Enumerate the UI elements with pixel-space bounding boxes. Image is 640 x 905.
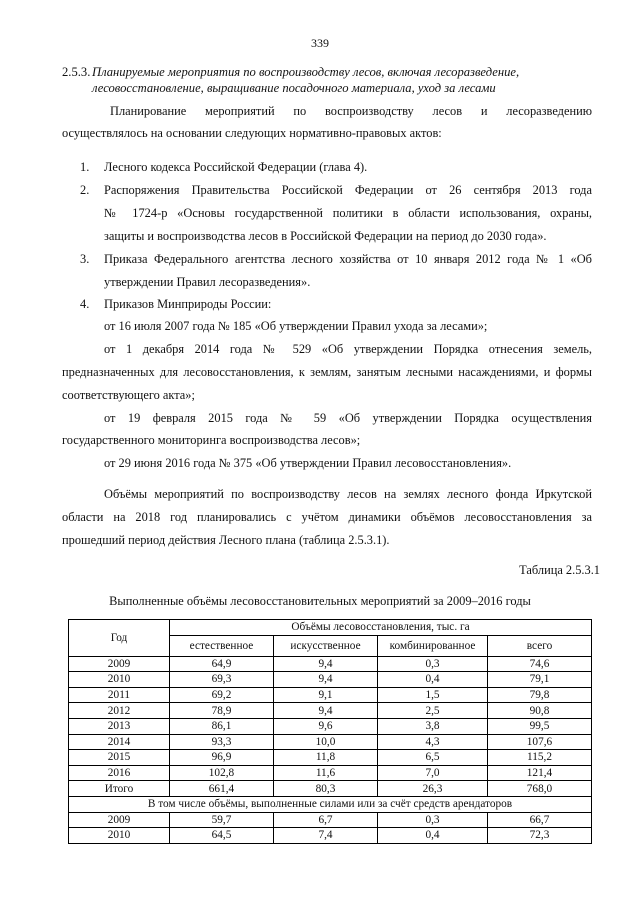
list-number-3: 3. [80,252,90,266]
table-row: 2015 96,9 11,8 6,5 115,2 [69,750,592,766]
section-title-line-1: Планируемые мероприятия по воспроизводству лесов, включая лесоразведение, [92,65,520,79]
list-number-4: 4. [80,297,90,311]
section-number: 2.5.3. [62,65,91,79]
list-item-1: Лесного кодекса Российской Федерации (глава 4). [104,160,368,174]
col-header-artificial: искусственное [274,635,378,656]
summary-line-2: области на 2018 год планировались с учётом динамики объёмов лесовосстановления за [62,510,592,524]
order-1: от 16 июля 2007 года № 185 «Об утверждении Правил ухода за лесами»; [104,319,488,333]
order-4: от 29 июня 2016 года № 375 «Об утверждении Правил лесовосстановления». [104,456,512,470]
list-item-4: Приказов Минприроды России: [104,297,272,311]
table-caption: Таблица 2.5.3.1 [519,563,600,577]
table-row: 2009 59,7 6,7 0,3 66,7 [69,812,592,828]
col-header-total: всего [488,635,592,656]
table-row: 2011 69,2 9,1 1,5 79,8 [69,687,592,703]
list-item-2-line-3: защиты и воспроизводства лесов в Российской Федерации на период до 2030 года». [104,229,547,243]
summary-line-3: прошедший период действия Лесного плана (таблица 2.5.3.1). [62,533,390,547]
list-item-3-line-1: Приказа Федерального агентства лесного хозяйства от 10 января 2012 года № 1 «Об [104,252,592,266]
table-row: 2013 86,1 9,6 3,8 99,5 [69,718,592,734]
group-header: Объёмы лесовосстановления, тыс. га [170,620,592,636]
list-item-2-line-1: Распоряжения Правительства Российской Федерации от 26 сентября 2013 года [104,183,592,197]
table-title: Выполненные объёмы лесовосстановительных мероприятий за 2009–2016 годы [109,594,531,608]
table-row: 2010 64,5 7,4 0,4 72,3 [69,828,592,844]
table-row: 2014 93,3 10,0 4,3 107,6 [69,734,592,750]
order-2-line-2: предназначенных для лесовосстановления, к землям, занятым лесными насаждениями, и формы [62,365,592,379]
summary-line-1: Объёмы мероприятий по воспроизводству лесов на землях лесного фонда Иркутской [104,487,592,501]
intro-line-1: Планирование мероприятий по воспроизводству лесов и лесоразведению [110,104,592,118]
table-row: 2010 69,3 9,4 0,4 79,1 [69,672,592,688]
col-header-combined: комбинированное [378,635,488,656]
intro-line-2: осуществлялось на основании следующих нормативно-правовых актов: [62,126,442,140]
table-total-row: Итого 661,4 80,3 26,3 768,0 [69,781,592,797]
table-subheader: В том числе объёмы, выполненные силами или за счёт средств арендаторов [69,796,592,812]
col-header-natural: естественное [170,635,274,656]
col-header-year: Год [69,620,170,657]
forest-restoration-table [68,619,592,844]
list-number-1: 1. [80,160,90,174]
table-row: 2009 64,9 9,4 0,3 74,6 [69,656,592,672]
order-2-line-3: соответствующего акта»; [62,388,195,402]
list-item-3-line-2: утверждении Правил лесоразведения». [104,275,311,289]
order-2-line-1: от 1 декабря 2014 года № 529 «Об утверждении Порядка отнесения земель, [104,342,592,356]
list-number-2: 2. [80,183,90,197]
table-row: 2012 78,9 9,4 2,5 90,8 [69,703,592,719]
list-item-2-line-2: № 1724-р «Основы государственной политики в области использования, охраны, [104,206,592,220]
section-title-line-2: лесовосстановление, выращивание посадочного материала, уход за лесами [92,81,496,95]
page-number: 339 [311,36,329,50]
order-3-line-2: государственного мониторинга воспроизводства лесов»; [62,433,361,447]
table-row: 2016 102,8 11,6 7,0 121,4 [69,765,592,781]
order-3-line-1: от 19 февраля 2015 года № 59 «Об утверждении Порядка осуществления [104,411,592,425]
